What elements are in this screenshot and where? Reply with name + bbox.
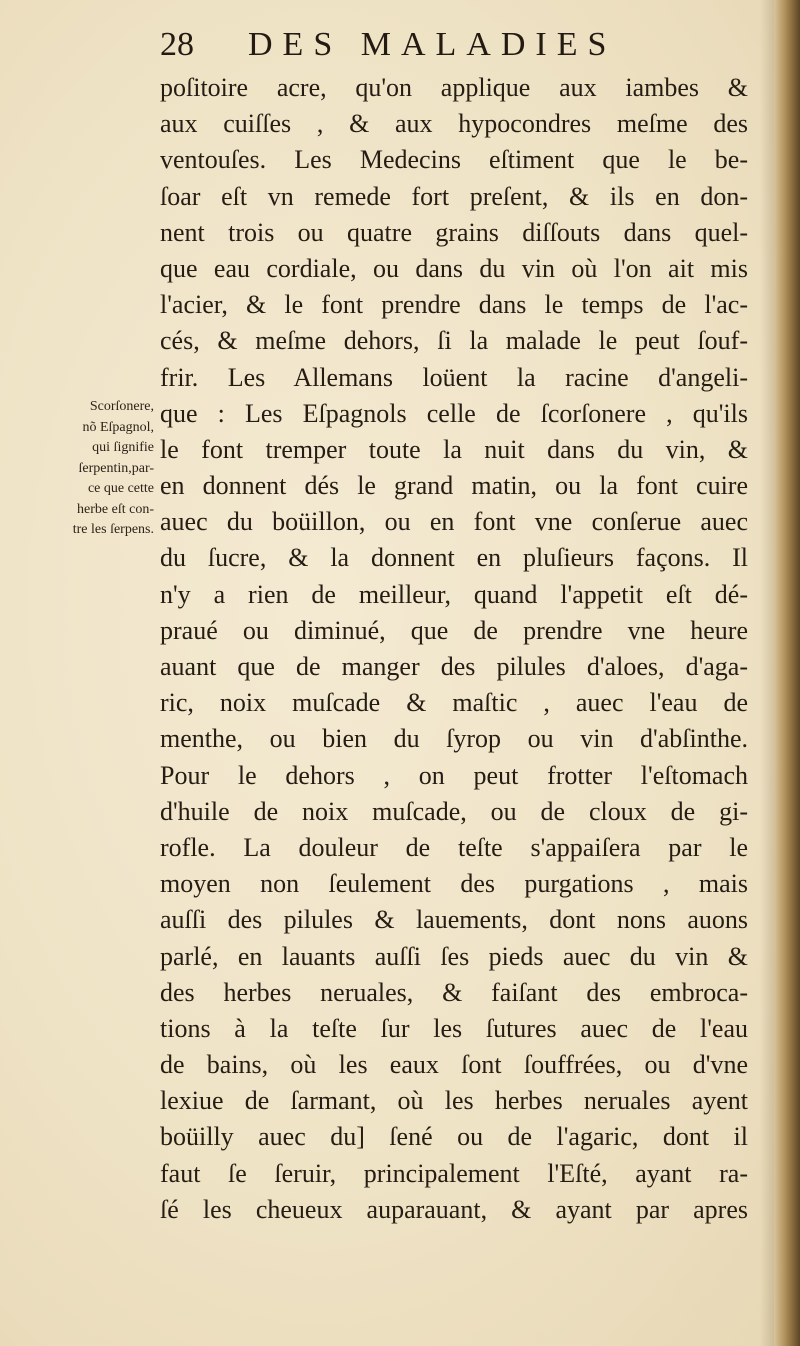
text-line: aux cuiſſes , & aux hypocondres meſme des bbox=[160, 109, 748, 139]
text-line: du ſucre, & la donnent en pluſieurs façons. Il bbox=[160, 543, 748, 573]
text-line: Pour le dehors , on peut frotter l'eſtomach bbox=[160, 760, 748, 790]
text-line: l'acier, & le font prendre dans le temps de l'ac- bbox=[160, 290, 748, 320]
text-line: en donnent dés le grand matin, ou la font cuire bbox=[160, 471, 748, 501]
text-line: menthe, ou bien du ſyrop ou vin d'abſinthe. bbox=[160, 724, 748, 754]
text-line: poſitoire acre, qu'on applique aux iambes & bbox=[160, 73, 748, 102]
text-line: parlé, en lauants auſſi ſes pieds auec du vin & bbox=[160, 941, 748, 971]
marginal-note-line: Scorſonere, bbox=[89, 399, 154, 414]
page-number: 28 bbox=[160, 26, 194, 63]
text-line: lexiue de ſarmant, où les herbes neruales ayent bbox=[160, 1086, 748, 1116]
text-line: ric, noix muſcade & maſtic , auec l'eau de bbox=[160, 688, 748, 718]
text-line: praué ou diminué, que de prendre vne heure bbox=[160, 615, 748, 645]
text-line: d'huile de noix muſcade, ou de cloux de gi- bbox=[160, 796, 748, 826]
text-line: frir. Les Allemans loüent la racine d'angeli- bbox=[160, 362, 748, 392]
text-line: auec du boüillon, ou en font vne conſerue auec bbox=[160, 507, 748, 537]
marginal-note-line: ce que cette bbox=[87, 481, 154, 496]
body-text bbox=[160, 70, 748, 1228]
text-line: de bains, où les eaux ſont ſouffrées, ou d'vne bbox=[160, 1050, 748, 1080]
text-line: auſſi des pilules & lauements, dont nons auons bbox=[160, 905, 748, 935]
page-edge bbox=[774, 0, 800, 1346]
text-line: tions à la teſte ſur les ſutures auec de l'eau bbox=[160, 1013, 748, 1043]
text-line: auant que de manger des pilules d'aloes, d'aga- bbox=[160, 652, 748, 681]
marginal-note-line: herbe eſt con- bbox=[77, 501, 154, 517]
marginal-note-line: ſerpentin,par- bbox=[78, 460, 154, 476]
marginal-note bbox=[6, 397, 154, 541]
marginal-note-line: nõ Eſpagnol, bbox=[82, 419, 154, 435]
text-line: que : Les Eſpagnols celle de ſcorſonere , qu'ils bbox=[160, 398, 748, 428]
text-line: boüilly auec du] ſené ou de l'agaric, dont il bbox=[160, 1122, 748, 1152]
text-line: faut ſe ſeruir, principalement l'Eſté, ayant ra- bbox=[160, 1158, 748, 1188]
text-line: n'y a rien de meilleur, quand l'appetit eſt dé- bbox=[160, 579, 748, 609]
page-gutter-shadow bbox=[760, 0, 774, 1346]
text-line: nent trois ou quatre grains diſſouts dans quel- bbox=[160, 217, 748, 247]
running-title: DES MALADIES bbox=[248, 26, 617, 63]
text-line: ſé les cheueux auparauant, & ayant par apres bbox=[160, 1194, 748, 1224]
page-header bbox=[160, 22, 760, 68]
text-line: cés, & meſme dehors, ſi la malade le peut ſouf- bbox=[160, 326, 748, 356]
text-line: ſoar eſt vn remede fort preſent, & ils en don- bbox=[160, 181, 748, 211]
text-line: le font tremper toute la nuit dans du vin, & bbox=[160, 434, 748, 464]
text-line: moyen non ſeulement des purgations , mais bbox=[160, 869, 748, 899]
text-line: que eau cordiale, ou dans du vin où l'on ait mis bbox=[160, 253, 748, 283]
text-line: des herbes neruales, & faiſant des embroca- bbox=[160, 977, 748, 1007]
text-line: rofle. La douleur de teſte s'appaiſera par le bbox=[160, 832, 748, 862]
marginal-note-line: qui ſignifie bbox=[92, 440, 154, 455]
text-line: ventouſes. Les Medecins eſtiment que le be- bbox=[160, 145, 748, 175]
marginal-note-line: tre les ſerpens. bbox=[72, 522, 154, 537]
